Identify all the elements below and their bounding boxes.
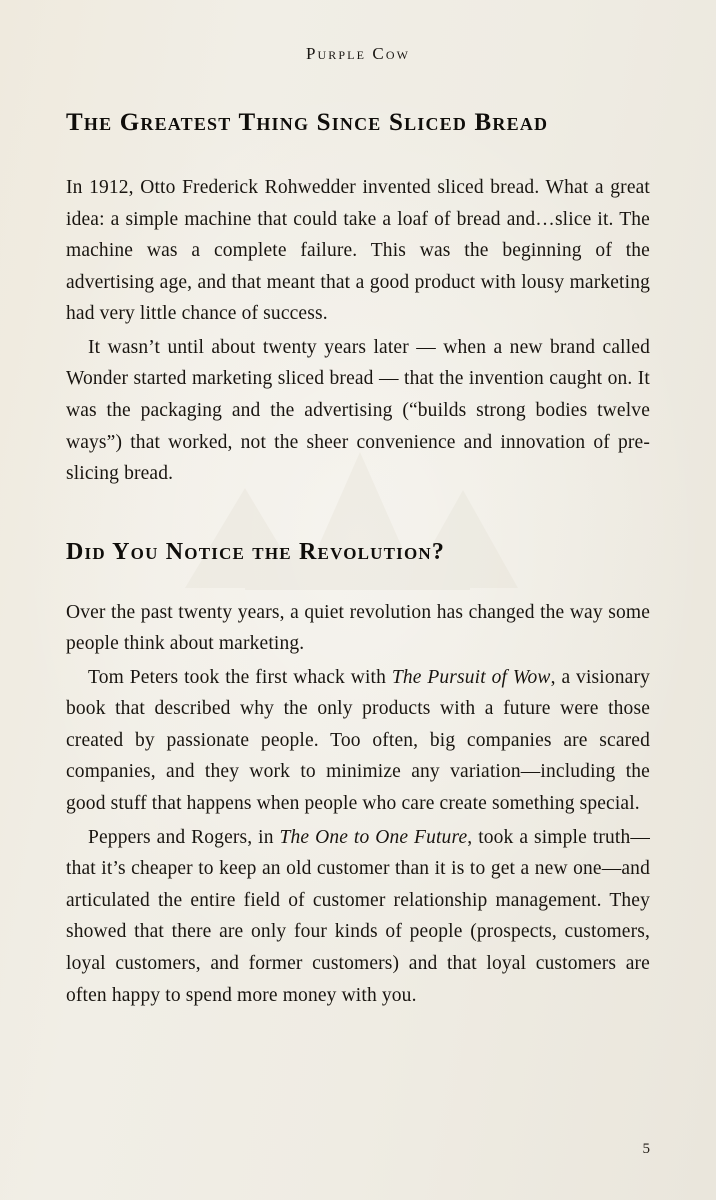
section-heading-revolution: Did You Notice the Revolution? [66,538,446,565]
running-head: Purple Cow [305,44,411,63]
paragraph [66,662,650,820]
paragraph-text: Tom Peters took the first whack with [88,666,392,688]
paragraph [66,332,650,490]
book-title-pursuit-of-wow: The Pursuit of Wow [391,666,551,688]
paragraph-text: , took a simple truth—that it’s cheaper to keep an old customer than it is to get a new one—and articulated the entire field of customer relationship management. They showed that there are only four kinds of people (prospects, customers, loyal customers, and former customers) and that loyal customers are often happy to spend more money with you. [66,826,650,1006]
paragraph-text: Peppers and Rogers, in [88,826,280,848]
paragraph-text: Over the past twenty years, a quiet revolution has changed the way some people think about marketing. [66,601,650,655]
section-heading-greatest-thing: The Greatest Thing Since Sliced Bread [66,109,549,136]
paragraph [66,597,650,660]
page-number: 5 [642,1141,650,1157]
paragraph [66,822,650,1011]
paragraph-text: In 1912, Otto Frederick Rohwedder invented sliced bread. What a great idea: a simple machine that could take a loaf of bread and…slice it. The machine was a complete failure. This was the beginning of the advertising age, and that meant that a good product with lousy marketing had very little chance of success. [66,177,650,325]
paragraph-text: , a visionary book that described why the only products with a future were those created by passionate people. Too often, big companies are scared companies, and they work to minimize any variation—including the good stuff that happens when people who care create something special. [66,666,650,815]
paragraph [66,172,650,330]
book-title-one-to-one-future: The One to One Future [279,826,468,848]
paragraph-text: It wasn’t until about twenty years later — when a new brand called Wonder started marketing sliced bread — that the invention caught on. It was the packaging and the advertising (“builds strong bodies twelve ways”) that worked, not the sheer convenience and innovation of pre-slicing bread. [66,336,650,485]
